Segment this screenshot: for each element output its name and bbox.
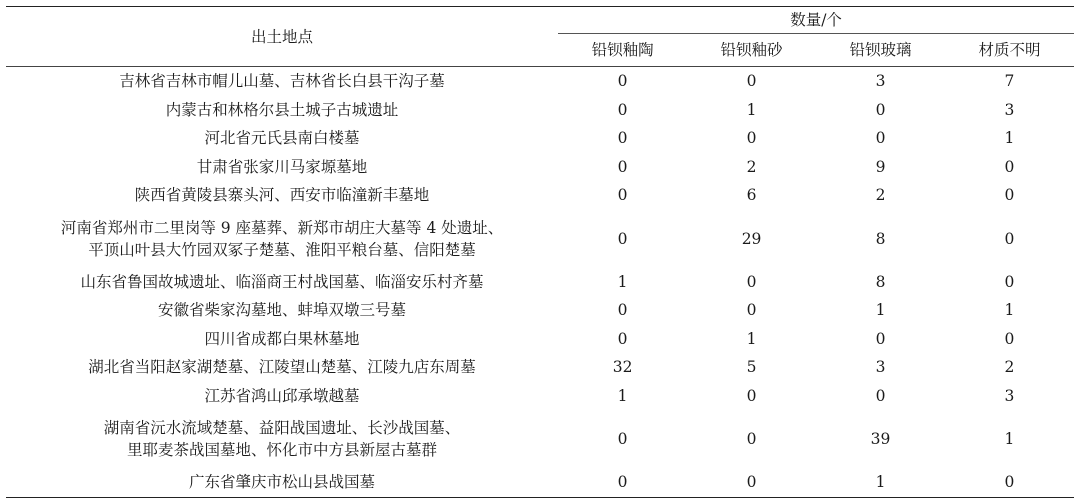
table-row [6,296,1074,325]
count-cell: 0 [1004,186,1015,205]
count-cell: 2 [875,186,886,205]
count-cell: 0 [746,301,757,320]
quantity-group-header: 数量/个 [558,7,1074,34]
count-cell: 1 [617,272,628,291]
table-row [6,382,1074,411]
table-row [6,210,1074,268]
count-cell: 0 [617,72,628,91]
count-cell: 2 [746,157,757,176]
count-cell: 0 [1004,272,1015,291]
count-cell: 0 [875,100,886,119]
count-cell: 6 [746,186,757,205]
table-row [6,325,1074,354]
location-text-line: 湖南省沅水流域楚墓、益阳战国遗址、长沙战国墓、 [103,419,461,437]
count-cell: 3 [875,72,886,91]
count-cell: 0 [1004,157,1015,176]
artifact-count-table [6,6,1074,498]
table-row [6,268,1074,297]
location-cell [6,410,558,468]
count-cell: 1 [1004,129,1015,148]
location-cell [6,296,558,325]
count-cell: 7 [1004,72,1015,91]
count-cell: 0 [687,468,816,497]
count-cell: 0 [875,129,886,148]
location-text-line: 内蒙古和林格尔县土城子古城遗址 [165,100,399,119]
count-cell: 0 [945,468,1074,497]
location-text-line: 甘肃省张家川马家塬墓地 [196,157,368,176]
location-cell [6,325,558,354]
table-row [6,96,1074,125]
count-cell: 0 [1004,329,1015,348]
location-text-line: 河北省元氏县南白楼墓 [204,129,360,148]
table-row [6,468,1074,497]
location-cell [6,67,558,96]
header-row-group [6,7,1074,34]
count-cell: 39 [870,430,891,448]
count-cell: 1 [746,100,757,119]
count-cell: 0 [617,430,628,448]
location-cell [6,210,558,268]
column-header-lead-barium-glazed-pottery: 铅钡釉陶 [558,34,687,67]
location-text-line: 平顶山叶县大竹园双冢子楚墓、淮阳平粮台墓、信阳楚墓 [88,240,476,259]
count-cell: 8 [875,229,886,248]
count-cell: 0 [617,301,628,320]
location-text-line: 河南省郑州市二里岗等 9 座墓葬、新郑市胡庄大墓等 4 处遗址、 [60,218,504,237]
location-text-line: 广东省肇庆市松山县战国墓 [189,473,376,492]
location-cell [6,353,558,382]
count-cell: 1 [746,329,757,348]
count-cell: 1 [1004,301,1015,320]
count-cell: 0 [617,129,628,148]
count-cell: 0 [617,329,628,348]
count-cell: 1 [875,301,886,320]
count-cell: 0 [746,430,757,448]
count-cell: 2 [1004,358,1015,377]
table-row [6,181,1074,210]
count-cell: 0 [617,100,628,119]
location-cell [6,96,558,125]
location-cell [6,468,558,497]
column-header-lead-barium-glazed-sand: 铅钡釉砂 [687,34,816,67]
count-cell: 29 [741,229,762,248]
location-text-line: 山东省鲁国故城遗址、临淄商王村战国墓、临淄安乐村齐墓 [80,272,484,291]
count-cell: 3 [1004,386,1015,405]
count-cell: 0 [617,157,628,176]
location-text-line: 吉林省吉林市帽儿山墓、吉林省长白县干沟子墓 [119,72,445,91]
table-row [6,353,1074,382]
count-cell: 3 [875,358,886,377]
count-cell: 0 [746,272,757,291]
table-row [6,67,1074,96]
location-cell [6,124,558,153]
table-row [6,124,1074,153]
count-cell: 32 [612,358,633,377]
count-cell: 0 [558,468,687,497]
count-cell: 3 [1004,100,1015,119]
count-cell: 0 [617,186,628,205]
count-cell: 0 [1004,229,1015,248]
location-column-header: 出土地点 [6,7,558,67]
location-text-line: 里耶麦茶战国墓地、怀化市中方县新屋古墓群 [127,441,438,459]
table-row [6,410,1074,468]
count-cell: 0 [617,229,628,248]
column-header-lead-barium-glass: 铅钡玻璃 [816,34,945,67]
count-cell: 1 [617,386,628,405]
location-text-line: 陕西省黄陵县寨头河、西安市临潼新丰墓地 [134,186,430,205]
location-cell [6,181,558,210]
location-text-line: 安徽省柴家沟墓地、蚌埠双墩三号墓 [158,301,407,320]
count-cell: 1 [1004,430,1015,448]
location-cell [6,382,558,411]
count-cell: 0 [875,386,886,405]
count-cell: 1 [816,468,945,497]
count-cell: 0 [746,386,757,405]
count-cell: 0 [746,129,757,148]
count-cell: 5 [746,358,757,377]
count-cell: 9 [875,157,886,176]
location-text-line: 江苏省鸿山邱承墩越墓 [204,386,360,405]
table-body [6,67,1074,498]
table-row [6,153,1074,182]
count-cell: 8 [875,272,886,291]
location-cell [6,153,558,182]
location-cell [6,268,558,297]
count-cell: 0 [746,72,757,91]
location-text-line: 湖北省当阳赵家湖楚墓、江陵望山楚墓、江陵九店东周墓 [88,358,476,377]
column-header-material-unknown: 材质不明 [945,34,1074,67]
location-text-line: 四川省成都白果林墓地 [204,329,360,348]
count-cell: 0 [875,329,886,348]
